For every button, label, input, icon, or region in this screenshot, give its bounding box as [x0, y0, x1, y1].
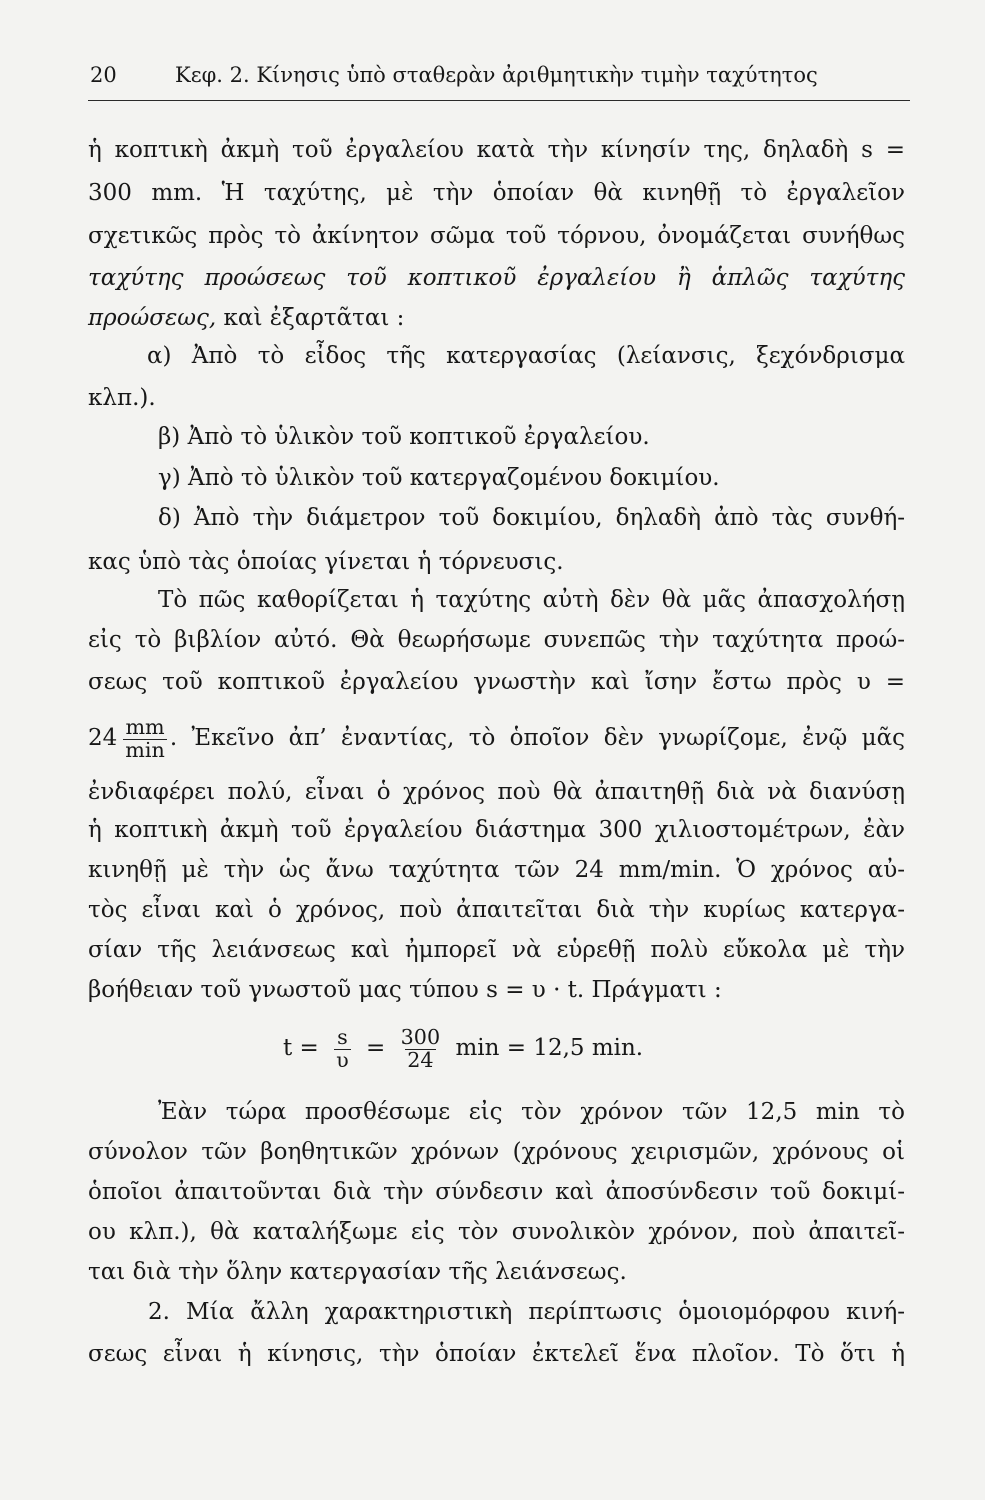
speed-value: 24: [88, 725, 118, 751]
text-line: ὁποῖοι ἀπαιτοῦνται διὰ τὴν σύνδεσιν καὶ ἀποσύνδεσιν τοῦ δοκιμί-: [88, 1179, 905, 1205]
fraction-numerator: 300: [400, 1024, 441, 1049]
text-line: τὸς εἶναι καὶ ὁ χρόνος, ποὺ ἀπαιτεῖται διὰ τὴν κυρίως κατεργα-: [88, 897, 905, 923]
list-item-b: β) Ἀπὸ τὸ ὑλικὸν τοῦ κοπτικοῦ ἐργαλείου.: [158, 424, 650, 450]
text-segment: . Ἐκεῖνο ἀπ’ ἐναντίας, τὸ ὁποῖον δὲν γνωρίζομε, ἐνῷ μᾶς: [169, 725, 905, 751]
fraction-s-over-v: [334, 1024, 351, 1072]
text-line: σεως τοῦ κοπτικοῦ ἐργαλείου γνωστὴν καὶ ἴσην ἔστω πρὸς υ =: [88, 669, 905, 695]
text-line: σίαν τῆς λειάνσεως καὶ ἠμπορεῖ νὰ εὑρεθῇ πολὺ εὔκολα μὲ τὴν: [88, 937, 905, 963]
formula-lhs: t =: [283, 1035, 319, 1061]
text-line: κλπ.).: [88, 385, 156, 411]
text-line: [88, 298, 905, 338]
text-line-with-fraction: [88, 714, 905, 762]
text-line-italic: ταχύτης προώσεως τοῦ κοπτικοῦ ἐργαλείου ἢ ἁπλῶς ταχύτης: [88, 265, 905, 291]
header-rule: [88, 100, 910, 101]
equals-sign: =: [366, 1035, 386, 1061]
text-segment: καὶ ἐξαρτᾶται :: [223, 305, 405, 331]
unit-fraction: [123, 714, 167, 762]
text-line: σχετικῶς πρὸς τὸ ἀκίνητον σῶμα τοῦ τόρνου, ὀνομάζεται συνήθως: [88, 223, 905, 249]
fraction-numerator: s: [337, 1024, 348, 1049]
formula-result: min = 12,5 min.: [455, 1035, 644, 1061]
list-item-a: α) Ἀπὸ τὸ εἶδος τῆς κατεργασίας (λείανσις, ξεχόνδρισμα: [147, 343, 905, 369]
fraction-denominator: 24: [407, 1047, 434, 1072]
list-item-d: δ) Ἀπὸ τὴν διάμετρον τοῦ δοκιμίου, δηλαδὴ ἀπὸ τὰς συνθή-: [158, 505, 905, 531]
text-line: ου κλπ.), θὰ καταλήξωμε εἰς τὸν συνολικὸν χρόνον, ποὺ ἀπαιτεῖ-: [88, 1219, 905, 1245]
text-line: 300 mm. Ἡ ταχύτης, μὲ τὴν ὁποίαν θὰ κινηθῇ τὸ ἐργαλεῖον: [88, 180, 905, 206]
formula: [283, 1022, 643, 1074]
text-line: ἐνδιαφέρει πολύ, εἶναι ὁ χρόνος ποὺ θὰ ἀπαιτηθῇ διὰ νὰ διανύσῃ: [88, 779, 905, 805]
fraction-numerator: mm: [125, 714, 165, 739]
page-number: 20: [90, 63, 117, 87]
text-line: ἡ κοπτικὴ ἀκμὴ τοῦ ἐργαλείου κατὰ τὴν κίνησίν της, δηλαδὴ s =: [88, 137, 905, 163]
text-line: βοήθειαν τοῦ γνωστοῦ μας τύπου s = υ · t. Πράγματι :: [88, 977, 722, 1003]
running-title: Κεφ. 2. Κίνησις ὑπὸ σταθερὰν ἀριθμητικὴν τιμὴν ταχύτητος: [175, 63, 818, 87]
fraction-denominator: υ: [336, 1047, 349, 1072]
text-line: ἡ κοπτικὴ ἀκμὴ τοῦ ἐργαλείου διάστημα 300 χιλιοστομέτρων, ἐὰν: [88, 817, 905, 843]
paragraph-start: 2. Μία ἄλλη χαρακτηριστικὴ περίπτωσις ὁμοιομόρφου κινή-: [148, 1299, 905, 1325]
fraction-300-over-24: [400, 1024, 441, 1072]
paragraph-start: Τὸ πῶς καθορίζεται ἡ ταχύτης αὐτὴ δὲν θὰ μᾶς ἀπασχολήσῃ: [158, 587, 905, 613]
list-item-c: γ) Ἀπὸ τὸ ὑλικὸν τοῦ κατεργαζομένου δοκιμίου.: [158, 465, 720, 491]
text-line: κας ὑπὸ τὰς ὁποίας γίνεται ἡ τόρνευσις.: [88, 549, 564, 575]
italic-term: προώσεως,: [88, 305, 217, 331]
fraction-denominator: min: [125, 737, 165, 762]
text-line: κινηθῇ μὲ τὴν ὡς ἄνω ταχύτητα τῶν 24 mm/min. Ὁ χρόνος αὐ-: [88, 857, 905, 883]
text-line: σεως εἶναι ἡ κίνησις, τὴν ὁποίαν ἐκτελεῖ ἕνα πλοῖον. Τὸ ὅτι ἡ: [88, 1341, 905, 1367]
text-line: σύνολον τῶν βοηθητικῶν χρόνων (χρόνους χειρισμῶν, χρόνους οἱ: [88, 1139, 905, 1165]
text-line: ται διὰ τὴν ὅλην κατεργασίαν τῆς λειάνσεως.: [88, 1259, 627, 1285]
paragraph-start: Ἐὰν τώρα προσθέσωμε εἰς τὸν χρόνον τῶν 12,5 min τὸ: [158, 1099, 905, 1125]
text-line: εἰς τὸ βιβλίον αὐτό. Θὰ θεωρήσωμε συνεπῶς τὴν ταχύτητα προώ-: [88, 627, 905, 653]
